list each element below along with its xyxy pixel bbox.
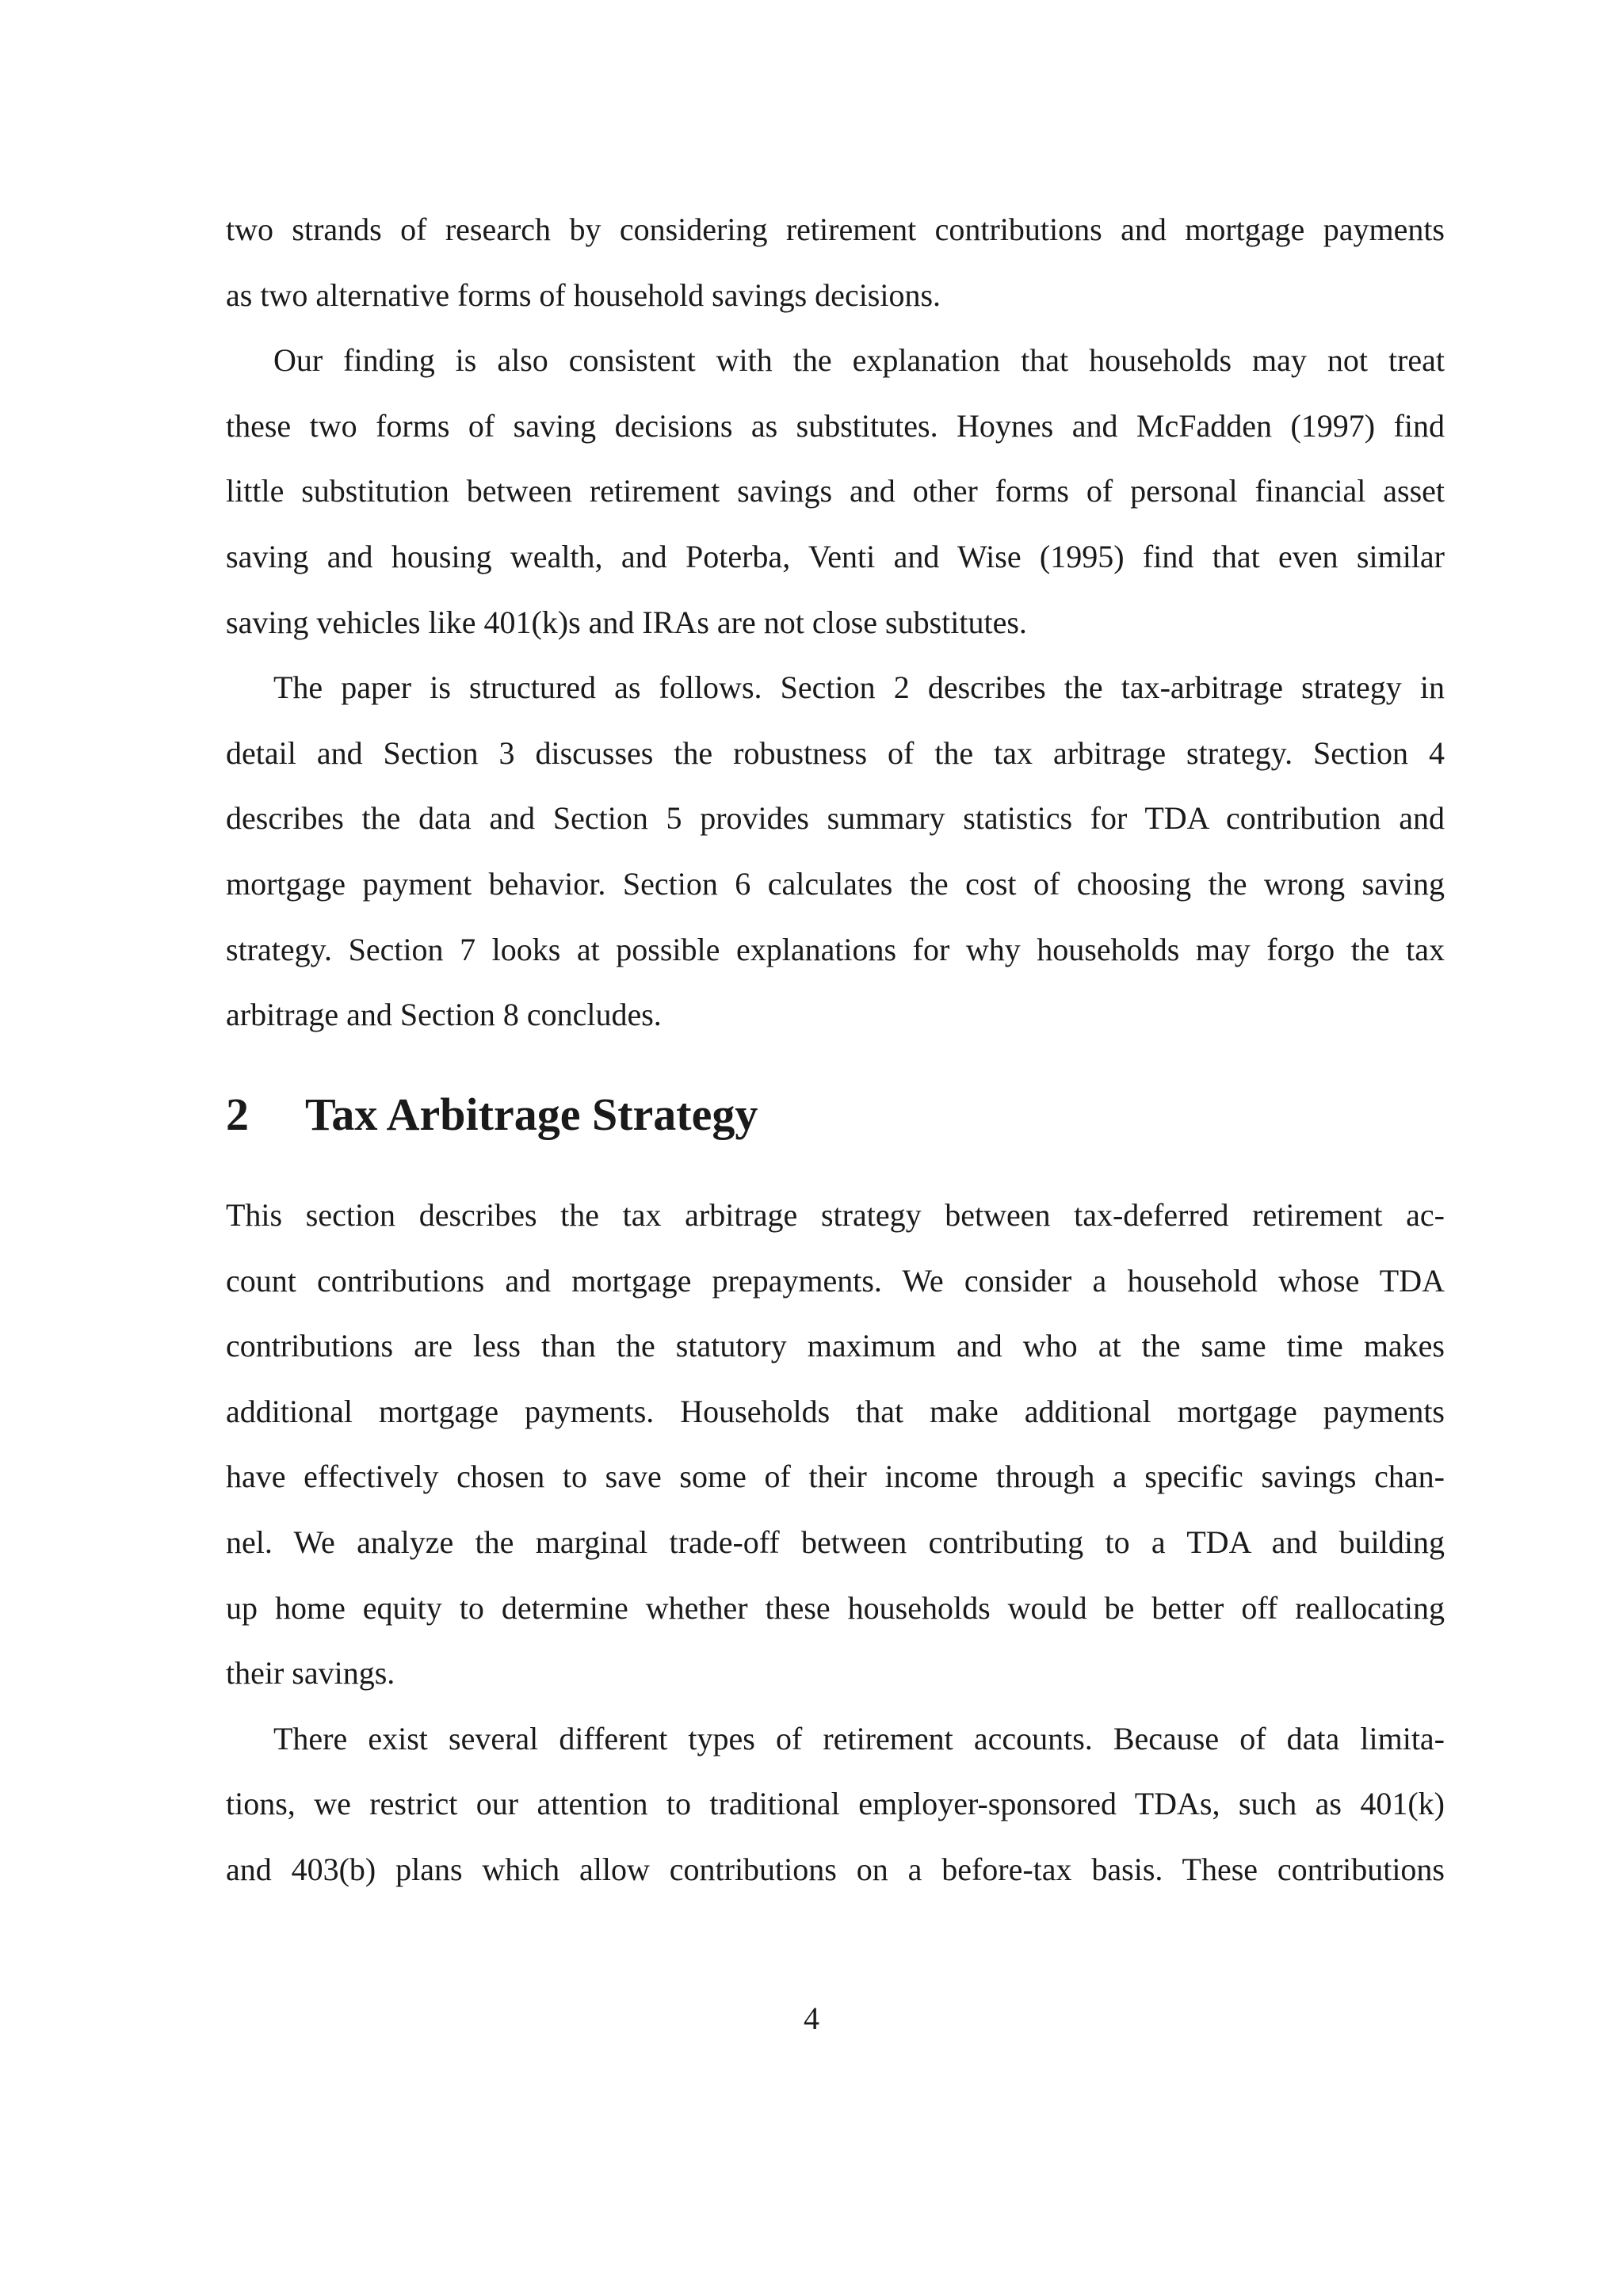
text-line: their savings. xyxy=(226,1655,395,1691)
text-line: tions, we restrict our attention to traditional employer-sponsored TDAs, such as 401(k) xyxy=(226,1786,1445,1822)
section-number: 2 xyxy=(226,1089,249,1140)
text-line: count contributions and mortgage prepayments. We consider a household whose TDA xyxy=(226,1262,1445,1299)
text-line: contributions are less than the statutory maximum and who at the same time makes xyxy=(226,1328,1445,1364)
text-line: and 403(b) plans which allow contributions on a before-tax basis. These contributions xyxy=(226,1851,1445,1887)
text-line: This section describes the tax arbitrage strategy between tax-deferred retirement ac- xyxy=(226,1197,1445,1233)
section-title: Tax Arbitrage Strategy xyxy=(305,1089,758,1140)
page-number: 4 xyxy=(804,2000,819,2036)
text-line: saving vehicles like 401(k)s and IRAs are not close substitutes. xyxy=(226,604,1027,640)
text-line: The paper is structured as follows. Section 2 describes the tax-arbitrage strategy in xyxy=(273,669,1445,706)
paragraph xyxy=(226,1707,1445,1903)
body-text-after-section xyxy=(226,1183,1445,1903)
text-line: nel. We analyze the marginal trade-off between contributing to a TDA and building xyxy=(226,1524,1445,1560)
text-line: Our finding is also consistent with the explanation that households may not treat xyxy=(273,342,1445,379)
section-heading xyxy=(226,1079,758,1150)
paragraph xyxy=(226,328,1445,655)
text-line: little substitution between retirement savings and other forms of personal financial asset xyxy=(226,473,1445,509)
text-line: up home equity to determine whether these households would be better off reallocating xyxy=(226,1589,1445,1626)
text-line: these two forms of saving decisions as substitutes. Hoynes and McFadden (1997) find xyxy=(226,407,1445,444)
text-line: strategy. Section 7 looks at possible explanations for why households may forgo the tax xyxy=(226,931,1445,967)
paragraph xyxy=(226,655,1445,1048)
text-line: There exist several different types of retirement accounts. Because of data limita- xyxy=(273,1720,1445,1756)
text-line: describes the data and Section 5 provides summary statistics for TDA contribution and xyxy=(226,800,1445,837)
text-line: as two alternative forms of household savings decisions. xyxy=(226,277,941,313)
text-line: have effectively chosen to save some of their income through a specific savings chan- xyxy=(226,1459,1445,1495)
text-line: detail and Section 3 discusses the robustness of the tax arbitrage strategy. Section 4 xyxy=(226,734,1445,771)
text-line: two strands of research by considering retirement contributions and mortgage payments xyxy=(226,212,1445,247)
text-line: arbitrage and Section 8 concludes. xyxy=(226,997,662,1033)
text-line: mortgage payment behavior. Section 6 calculates the cost of choosing the wrong saving xyxy=(226,865,1445,902)
paragraph xyxy=(226,197,1445,328)
text-line: saving and housing wealth, and Poterba, Venti and Wise (1995) find that even similar xyxy=(226,538,1445,574)
body-text-before-section xyxy=(226,197,1445,1048)
paragraph xyxy=(226,1183,1445,1707)
text-line: additional mortgage payments. Households that make additional mortgage payments xyxy=(226,1393,1445,1429)
